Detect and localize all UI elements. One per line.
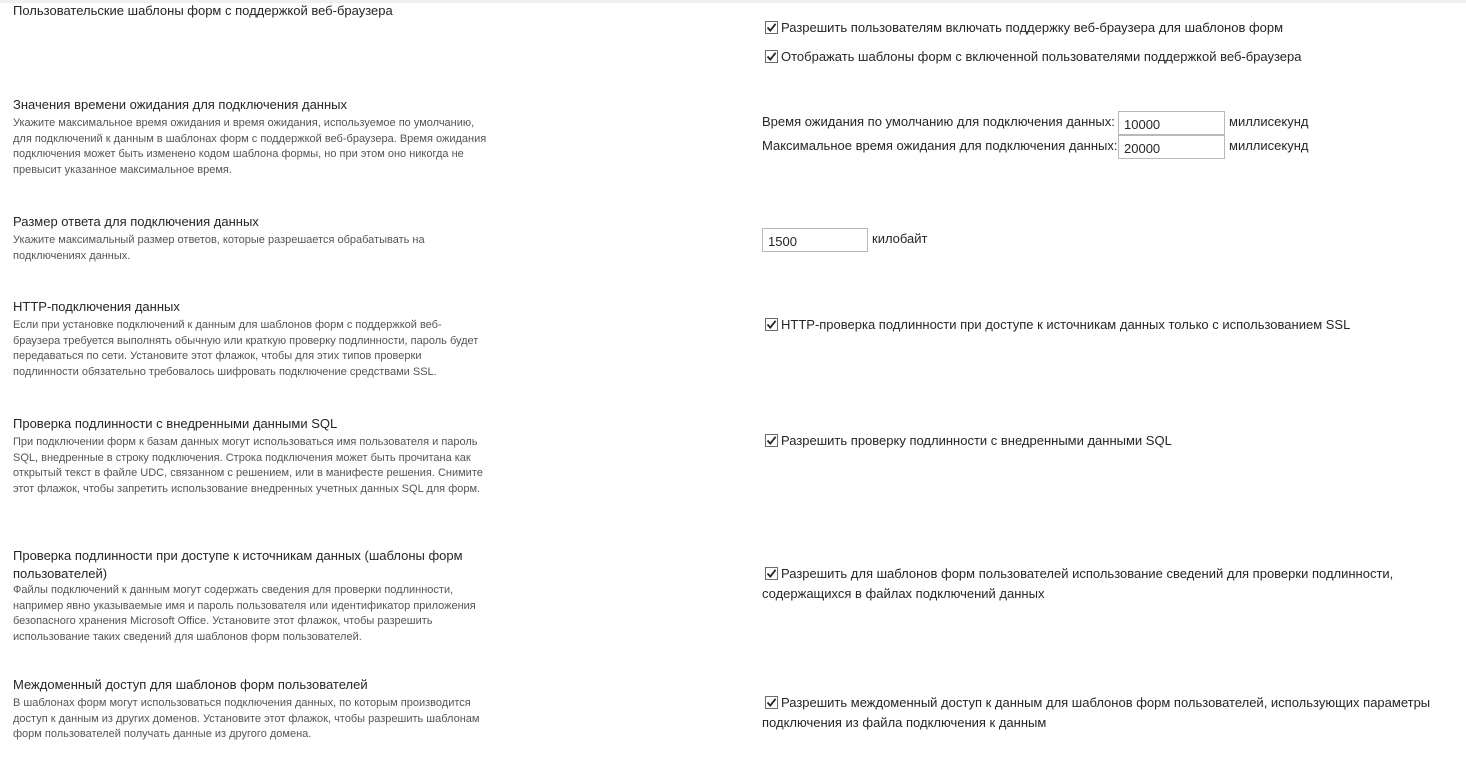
section-description: Если при установке подключений к данным для шаблонов форм с поддержкой веб-браузера требуется выполнять обычную или краткую проверку подлинности, пароль будет передаваться по сети. Установите этот флажок, чтобы для этих типов проверки подлинности обязательно требовалось шифровать подключение средствами SSL. — [13, 319, 479, 378]
require-ssl-label: HTTP-проверка подлинности при доступе к источникам данных только с использованием SSL — [781, 317, 1351, 332]
require-ssl-checkbox-row[interactable] — [762, 315, 1442, 335]
section-left — [13, 2, 488, 20]
cross-domain-label: Разрешить междоменный доступ к данным для шаблонов форм пользователей, использующих параметры подключения из файла подключения к данным — [762, 695, 1431, 730]
checkmark-icon — [766, 319, 777, 330]
max-timeout-label: Максимальное время ожидания для подключения данных: — [762, 138, 1118, 153]
default-timeout-row — [762, 112, 1362, 134]
cross-domain-checkbox-row[interactable] — [762, 693, 1442, 733]
section-left — [13, 213, 488, 264]
auth-data-sources-checkbox[interactable] — [765, 567, 778, 580]
require-ssl-checkbox[interactable] — [765, 318, 778, 331]
default-timeout-unit: миллисекунд — [1229, 114, 1309, 129]
section-description: Укажите максимальное время ожидания и время ожидания, используемое по умолчанию, для подключений к данным в шаблонах форм с поддержкой веб-браузера. Время ожидания подключения может быть изменено кодом шаблона формы, но при этом оно никогда не превысит указанное максимальное время. — [13, 117, 487, 176]
auth-data-sources-label: Разрешить для шаблонов форм пользователей использование сведений для проверки подлинности, содержащихся в файлах подключений данных — [762, 566, 1394, 601]
section-left — [13, 298, 488, 380]
section-description: Укажите максимальный размер ответов, которые разрешается обрабатывать на подключениях данных. — [13, 234, 425, 262]
allow-browser-enable-checkbox-row[interactable] — [762, 18, 1442, 38]
section-title: Пользовательские шаблоны форм с поддержкой веб-браузера — [13, 3, 393, 18]
section-right — [762, 431, 1442, 451]
allow-browser-enable-label: Разрешить пользователям включать поддержку веб-браузера для шаблонов форм — [781, 20, 1284, 35]
checkmark-icon — [766, 697, 777, 708]
section-description: Файлы подключений к данным могут содержать сведения для проверки подлинности, например явно указываемые имя и пароль пользователя или идентификатор приложения безопасного хранения Microsoft Office. Установите этот флажок, чтобы разрешить использование таких сведений для шаблонов форм пользователей. — [13, 584, 476, 643]
default-timeout-label: Время ожидания по умолчанию для подключения данных: — [762, 114, 1115, 129]
max-timeout-row — [762, 136, 1362, 158]
render-browser-enabled-checkbox-row[interactable] — [762, 47, 1442, 67]
render-browser-enabled-label: Отображать шаблоны форм с включенной пользователями поддержкой веб-браузера — [781, 49, 1302, 64]
checkmark-icon — [766, 22, 777, 33]
checkmark-icon — [766, 568, 777, 579]
section-description: При подключении форм к базам данных могут использоваться имя пользователя и пароль SQL, внедренные в строку подключения. Строка подключения может быть прочитана как открытый текст в файле UDC, связанном с решением, или в манифесте решения. Снимите этот флажок, чтобы запретить использование внедренных учетных данных SQL для форм. — [13, 436, 483, 495]
section-right — [762, 693, 1442, 733]
response-size-input[interactable] — [762, 228, 868, 252]
cross-domain-checkbox[interactable] — [765, 696, 778, 709]
section-title: HTTP-подключения данных — [13, 299, 180, 314]
section-title: Проверка подлинности при доступе к источникам данных (шаблоны форм пользователей) — [13, 548, 463, 581]
section-right — [762, 564, 1412, 604]
section-right — [762, 315, 1442, 335]
max-timeout-input[interactable] — [1118, 135, 1225, 159]
section-left — [13, 96, 488, 178]
embedded-sql-checkbox-row[interactable] — [762, 431, 1442, 451]
section-title: Междоменный доступ для шаблонов форм пользователей — [13, 677, 368, 692]
section-description: В шаблонах форм могут использоваться подключения данных, по которым производится доступ к данным из других доменов. Установите этот флажок, чтобы разрешить шаблонам форм пользователей получать данные из другого домена. — [13, 697, 480, 740]
embedded-sql-checkbox[interactable] — [765, 434, 778, 447]
render-browser-enabled-checkbox[interactable] — [765, 50, 778, 63]
section-left — [13, 547, 488, 645]
allow-browser-enable-checkbox[interactable] — [765, 21, 778, 34]
default-timeout-input[interactable] — [1118, 111, 1225, 135]
section-title: Проверка подлинности с внедренными данными SQL — [13, 416, 338, 431]
checkmark-icon — [766, 51, 777, 62]
section-title: Размер ответа для подключения данных — [13, 214, 259, 229]
response-size-unit: килобайт — [872, 231, 928, 246]
section-left — [13, 415, 488, 497]
auth-data-sources-checkbox-row[interactable] — [762, 564, 1412, 604]
embedded-sql-label: Разрешить проверку подлинности с внедренными данными SQL — [781, 433, 1172, 448]
section-title: Значения времени ожидания для подключения данных — [13, 97, 347, 112]
max-timeout-unit: миллисекунд — [1229, 138, 1309, 153]
checkmark-icon — [766, 435, 777, 446]
response-size-row — [762, 228, 1062, 252]
section-left — [13, 676, 488, 743]
section-right — [762, 18, 1442, 67]
